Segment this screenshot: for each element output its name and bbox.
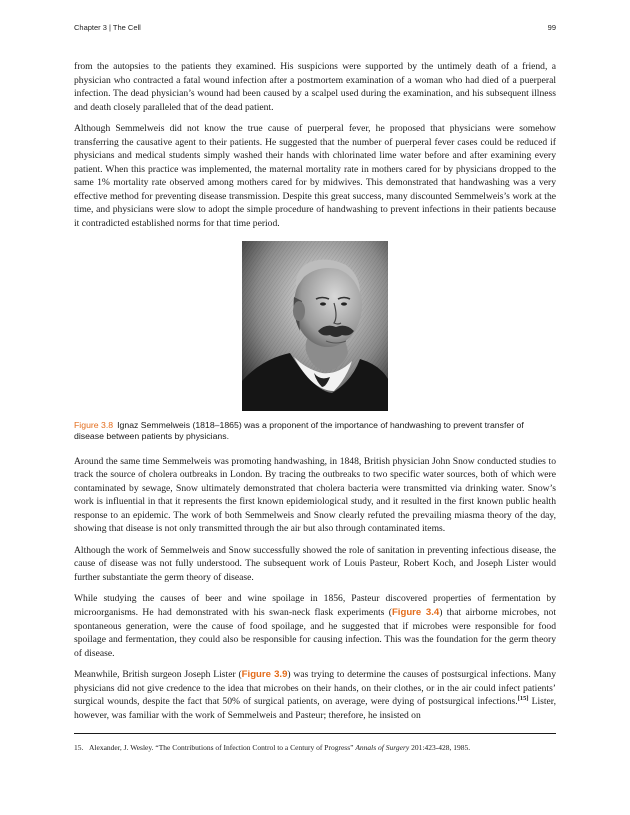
- lister-text-before: Meanwhile, British surgeon Joseph Lister (: [74, 669, 242, 681]
- figure-3-8: [74, 241, 556, 443]
- page-number: 99: [547, 23, 556, 32]
- paragraph-snow: Around the same time Semmelweis was promoting handwashing, in 1848, British physician John Snow conducted studies to track the source of cholera outbreaks in London. By tracing the outbreaks to two specific water sources, both of which were contaminated by sewage, Snow ultimately demonstrated that cholera bacteria were transmitted via drinking water. Snow’s work is influential in that it represents the first known epidemiological study, and it resulted in the first known public health response to an epidemic. The work of both Semmelweis and Snow clearly refuted the prevailing miasma theory of the day, showing that disease is not only transmitted through the air but also through contaminated items.: [74, 455, 556, 535]
- pasteur-text-after: ) that airborne microbes, not spontaneous generation, were the cause of food spoilage, and he suggested that if microbes were responsible for food spoilage and fermentation, they could also be responsible for causing infection. This was the foundation for the germ theory of disease.: [74, 607, 556, 659]
- paragraph-germ-theory: Although the work of Semmelweis and Snow successfully showed the role of sanitation in preventing infectious disease, the cause of disease was not fully understood. The subsequent work of Louis Pasteur, Robert Koch, and Joseph Lister would further substantiate the germ theory of disease.: [74, 544, 556, 583]
- footnote-number: 15.: [74, 743, 84, 752]
- footnote-15-link[interactable]: [15]: [517, 695, 529, 703]
- figure-label: Figure 3.8: [74, 419, 114, 430]
- lister-text-after: Lister, however, was familiar with the work of Semmelweis and Pasteur; therefore, he insisted on: [74, 696, 556, 721]
- paragraph-lister: [74, 668, 556, 722]
- page-body: [74, 60, 556, 730]
- figure-3-9-link[interactable]: Figure 3.9: [241, 669, 288, 681]
- paragraph-semmelweis: Although Semmelweis did not know the true cause of puerperal fever, he proposed that physicians were somehow transferring the causative agent to their patients. He suggested that the number of puerperal fever cases could be reduced if physicians and medical students simply washed their hands with chlorinated lime water before and after examining every patient. When this practice was implemented, the maternal mortality rate in mothers cared for by physicians dropped to the same 1% mortality rate observed among mothers cared for by midwives. This demonstrated that handwashing was a very effective method for preventing disease transmission. Despite this great success, many discounted Semmelweis’s work at the time, and physicians were slow to adopt the simple procedure of handwashing to prevent infections in their patients because it contradicted established norms for that time period.: [74, 123, 556, 230]
- footnote: [74, 743, 556, 753]
- chapter-title: Chapter 3 | The Cell: [74, 23, 141, 32]
- paragraph-autopsies: from the autopsies to the patients they examined. His suspicions were supported by the untimely death of a friend, a physician who contracted a fatal wound infection after a postmortem examination of a woman who had died of a puerperal infection. The dead physician’s wound had been caused by a scalpel used during the examination, and his subsequent illness and death closely paralleled that of the dead patient.: [74, 61, 556, 113]
- footnote-journal: Annals of Surgery: [355, 743, 410, 752]
- paragraph-pasteur: [74, 592, 556, 660]
- figure-caption: [74, 420, 556, 443]
- footnote-details: 201:423-428, 1985.: [411, 743, 471, 752]
- pasteur-text-before: While studying the causes of beer and wine spoilage in 1856, Pasteur discovered properties of fermentation by microorganisms. He had demonstrated with his swan-neck flask experiments (: [74, 593, 556, 619]
- lister-text-middle: ) was trying to determine the causes of postsurgical infections. Many physicians did not give credence to the idea that microbes on their hands, on their clothes, or in the air could infect patients’ surgical wounds, despite the fact that 50% of surgical patients, on average, were dying of postsurgical infections.: [74, 669, 557, 708]
- semmelweis-portrait-image: [242, 241, 388, 411]
- figure-caption-text: Ignaz Semmelweis (1818–1865) was a proponent of the importance of handwashing to prevent transfer of disease between patients by physicians.: [74, 419, 524, 442]
- footnote-divider: [74, 733, 556, 734]
- footnote-text: Alexander, J. Wesley. “The Contributions of Infection Control to a Century of Progress”: [89, 743, 354, 752]
- page-header: [74, 23, 556, 32]
- figure-3-4-link[interactable]: Figure 3.4: [391, 607, 440, 619]
